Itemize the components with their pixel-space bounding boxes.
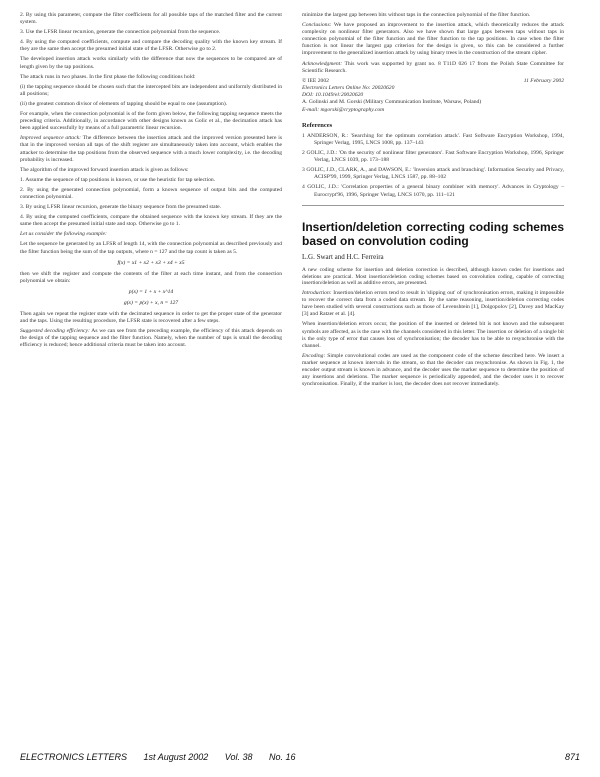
paragraph: We have proposed an improvement to the insertion attack, which theoretically reduces the attack complexity on nonlinear filter generators. Also we have shown that large gaps between taps without taps in connection polynomial of the filter function and the filter function to the tap positions. In case when the filter function is not linear the largest gap criterion for the design is given, so this can be considered a further improvement to the generalized insertion attack by using binary trees in the construction of the stream cipher. (302, 22, 564, 57)
references-heading: References (302, 121, 333, 129)
paragraph: This work was supported by grant no. 8 T11D 026 17 from the Polish State Committee for Scientific Research. (302, 60, 564, 74)
right-column (302, 12, 564, 391)
paragraph: The attack runs in two phases. In the first phase the following conditions hold: (20, 73, 196, 80)
paragraph: Insertion/deletion errors tend to result in 'slipping out' of synchronisation errors, making it impossible to recover the correct data from a coded data stream. By the same reasoning, insertion/deletion correcting codes have been studied with several constructions such as those of Levenshtein [1], Dolgopolov [2], Davey and MacKay [3] and Ratzer et al. [4]. (302, 290, 564, 318)
affiliation: A. Golinski and M. Gorski (Military Communication Institute, Warsaw, Poland) (302, 99, 482, 106)
paragraph: For example, when the connection polynomial is of the form given below, the following tapping sequence meets the preceding criteria. Additionally, in accordance with other designs known as Golic et al., the decimation attack has been applied successfully by means of a full parametric linear recursion. (20, 111, 282, 132)
paragraph: Then again we repeat the register state with the decimated sequence in order to get the proper state of the generator and the taps. Using the resulting procedure, the LFSR state is recovered after a few steps. (20, 311, 282, 325)
step-3: 3. Use the LFSR linear recursion, generate the connection polynomial from the sequence. (20, 29, 221, 36)
condition-item: (ii) the greatest common divisor of elements of tapping should be equal to one (assumption). (20, 100, 228, 107)
paragraph: As we can see from the preceding example, the efficiency of this attack depends on the design of the tapping sequence and the filter function. Namely, when the number of taps is small the decoding efficiency is reduced; hence additional criteria must be taken into account. (20, 328, 283, 349)
author-email: E-mail: mgorski@cryptography.com (302, 106, 385, 113)
paragraph: When insertion/deletion errors occur, the position of the inserted or deleted bit is not known and the subsequent symbols are affected, as is the case with the channels considered in this letter. The insertion or deletion of a single bit is the only type of error that causes loss of synchronisation; the decoder has to be able to resynchronise with the channel. (302, 321, 564, 349)
received-date: 11 February 2002 (523, 77, 564, 84)
journal-name: ELECTRONICS LETTERS (20, 752, 128, 762)
page-footer (20, 752, 580, 762)
paragraph: then we shift the register and compute the contents of the filter at each time instant, and from the connection polynomial we obtain: (20, 270, 282, 284)
paragraph: The developed insertion attack works similarly with the difference that now the sequences to be compared are of length given by the tap positions. (20, 56, 282, 70)
issue-date: 1st August 2002 (143, 752, 209, 762)
doi: DOI: 10.1049/el:20020620 (302, 92, 364, 99)
paragraph: minimize the largest gap between bits without taps in the connection polynomial of the filter function. (302, 12, 531, 18)
section-heading: Improved sequence attack: (20, 135, 81, 142)
paragraph: Simple convolutional codes are used as the component code of the scheme described here. We insert a marker sequence at known intervals in the stream, so that the decoder can resynchronise. As shown in Fig. 1, the encoder output stream is known in advance, and the decoder uses the marker sequence to determine the position of any insertions and deletions. The marker sequence is periodically appended, and the decoder uses it to recover synchronisation. Finally, if the marker is lost, the decoder does not recover immediately. (302, 352, 564, 388)
step-2: 2. By using this parameter, compute the filter coefficients for all possible taps of the matched filter and the current system. (20, 12, 282, 26)
paragraph: The difference between the insertion attack and the improved version presented here is that in the improved version all taps of the shift register are simultaneously taken into account, which enables the attacker to determine the tap positions from the observed sequence with a much lower complexity, i.e. the decoding probability is increased. (20, 135, 282, 163)
section-heading: Encoding: (302, 352, 326, 359)
formula: p(x) = 1 + x + x^14 (128, 288, 174, 295)
step-1b: 1. Assume the sequence of tap positions is known, or use the heuristic for tap selection. (20, 176, 216, 183)
section-heading: Acknowledgment: (302, 60, 343, 67)
article-meta (302, 78, 564, 114)
reference-item: 2 GOLIC, J.D.: 'On the security of nonlinear filter generators'. Fast Software Encryption Workshop, 1996, Springer Verlag, LNCS 1039, pp. 173–188 (302, 150, 564, 164)
formula: f(x) = x1 + x2 + x3 + x4 + x5 (117, 259, 185, 266)
page-number: 871 (564, 752, 580, 762)
formula: g(x) = p(x) + x, n = 127 (123, 300, 179, 306)
authors: L.G. Swart and H.C. Ferreira (302, 252, 384, 261)
reference-item: 3 GOLIC, J.D., CLARK, A., and DAWSON, E.: 'Inversion attack and branching'. Information Security and Privacy, ACISP'99, 1999, Springer Verlag, LNCS 1587, pp. 88–102 (302, 167, 564, 181)
copyright: © IEE 2002 (302, 77, 329, 84)
online-ref: Electronics Letters Online No: 20020620 (302, 84, 395, 91)
paragraph: Let the sequence be generated by an LFSR of length 14, with the connection polynomial as described previously and the filter function being the sum of the tap outputs, where n = 127 and the tap count is taken as 5. (20, 241, 282, 255)
step-3b: 3. By using LFSR linear recursion, generate the binary sequence from the presumed state. (20, 204, 222, 211)
reference-item: 1 ANDERSON, R.: 'Searching for the optimum correlation attack'. Fast Software Encryption Workshop, 1994, Springer Verlag, 1995, LNCS 1008, pp. 137–143 (302, 132, 564, 146)
step-4b: 4. By using the computed coefficients, compare the obtained sequence with the known key stream. If they are the same then accept the presumed initial state and stop. Otherwise go to 1. (20, 214, 282, 228)
step-4: 4. By using the computed coefficients, compute and compare the decoding quality with the known key stream. If they are the same then accept the presumed initial state of the LFSR. Otherwise go to 2. (20, 39, 282, 53)
section-heading: Introduction: (302, 290, 332, 297)
article-title: Insertion/deletion correcting coding schemes based on convolution coding (302, 219, 564, 248)
condition-item: (i) the tapping sequence should be chosen such that the intercepted bits are independent and uniformly distributed in all positions; (20, 83, 282, 97)
divider (302, 205, 564, 206)
step-2b: 2. By using the generated connection polynomial, form a known sequence of output bits and the computed connection polynomial. (20, 186, 282, 200)
section-heading: Conclusions: (302, 22, 332, 29)
left-column (20, 12, 282, 353)
abstract: A new coding scheme for insertion and deletion correction is described, although known codes for insertions and deletions are practical. Most insertion/deletion coding schemes based on convolution coding, capable of correcting insertion/deletion as well as additive errors, are presented. (302, 266, 564, 287)
section-heading: Suggested decoding efficiency: (20, 328, 90, 335)
issue-number: No. 16 (268, 752, 296, 762)
volume: Vol. 38 (224, 752, 253, 762)
paragraph: The algorithm of the improved forward insertion attack is given as follows: (20, 166, 189, 173)
section-heading: Let us consider the following example: (20, 231, 107, 238)
reference-item: 4 GOLIC, J.D.: 'Correlation properties of a general binary combiner with memory'. Advances in Cryptology – Eurocrypt'96, 1996, Springer Verlag, LNCS 1070, pp. 111–121 (302, 184, 564, 198)
